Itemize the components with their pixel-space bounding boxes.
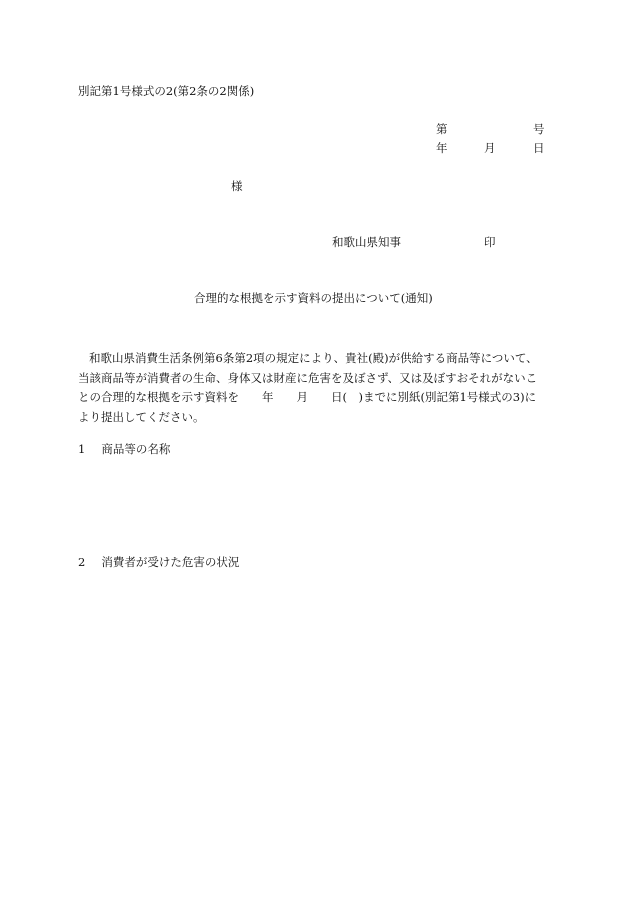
body-line: 当該商品等が消費者の生命、身体又は財産に危害を及ぼさず、又は及ぼすおそれがないこ <box>78 370 538 385</box>
body-line: 和歌山県消費生活条例第6条第2項の規定により、貴社(殿)が供給する商品等について、 <box>89 351 538 365</box>
number-suffix: 号 <box>533 122 545 136</box>
section-1 <box>78 444 170 456</box>
section-label: 消費者が受けた危害の状況 <box>101 555 240 569</box>
body-line: との合理的な根拠を示す資料を 年 月 日( )までに別紙(別記第1号様式の3)に <box>78 390 537 404</box>
section-number: 1 <box>78 442 86 456</box>
sender-name: 和歌山県知事 <box>332 235 401 249</box>
number-prefix: 第 <box>436 122 448 136</box>
body-line: より提出してください。 <box>78 409 205 424</box>
date-year: 年 <box>436 141 448 155</box>
section-label: 商品等の名称 <box>101 442 171 456</box>
body-paragraph <box>78 349 568 427</box>
date-day: 日 <box>533 141 545 155</box>
section-2 <box>78 557 239 569</box>
seal-mark: 印 <box>484 235 496 249</box>
date-month: 月 <box>484 141 496 155</box>
document-title: 合理的な根拠を示す資料の提出について(通知) <box>194 291 433 305</box>
section-number: 2 <box>78 555 86 569</box>
recipient-honorific: 様 <box>231 179 243 193</box>
form-reference: 別記第1号様式の2(第2条の2関係) <box>78 84 255 98</box>
